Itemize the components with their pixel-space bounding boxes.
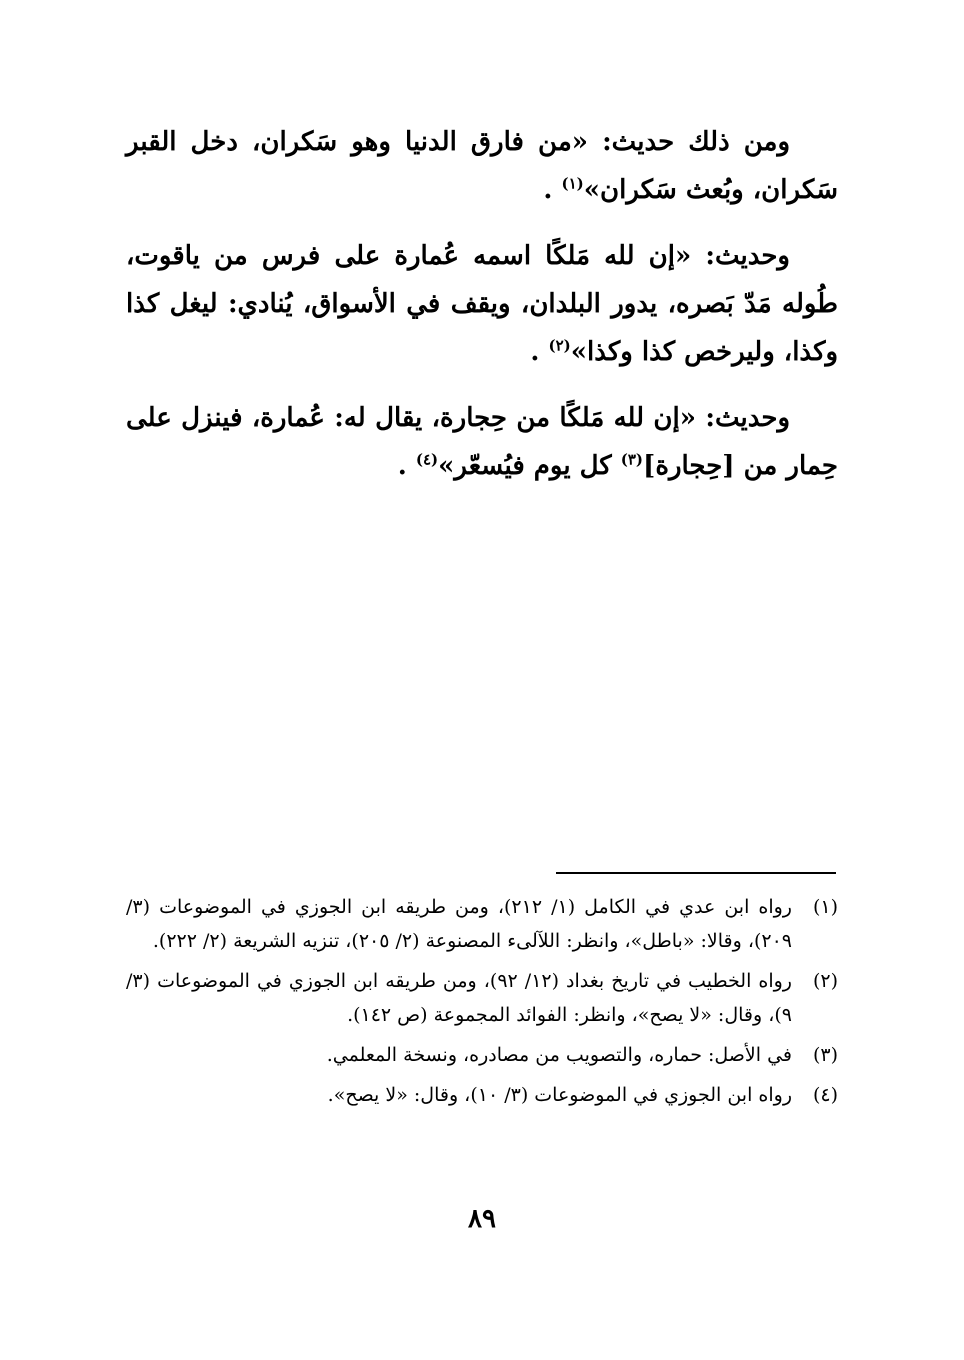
main-text <box>126 118 838 508</box>
footnote-ref-2: (٢) <box>548 336 571 355</box>
footnote-number: (١) <box>812 896 838 918</box>
footnote-3 <box>126 1038 838 1072</box>
footnote-divider <box>556 872 836 874</box>
footnote-number: (٣) <box>812 1044 838 1066</box>
footnote-text: في الأصل: حماره، والتصويب من مصادره، ونسخة المعلمي. <box>326 1044 792 1066</box>
footnote-4 <box>126 1078 838 1112</box>
footnote-text: رواه الخطيب في تاريخ بغداد (١٢/ ٩٢)، ومن طريقه ابن الجوزي في الموضوعات (٣/ ٩)، وقال: «لا يصح»، وانظر: الفوائد المجموعة (ص ١٤٢). <box>126 970 792 1026</box>
footnote-number: (٤) <box>812 1084 838 1106</box>
footnote-text: رواه ابن عدي في الكامل (١/ ٢١٢)، ومن طريقه ابن الجوزي في الموضوعات (٣/ ٢٠٩)، وقالا: «باطل»، وانظر: اللآلىء المصنوعة (٢/ ٢٠٥)، تنزيه الشريعة (٢/ ٢٢٢). <box>126 896 792 952</box>
hadith-paragraph-1: ومن ذلك حديث: «من فارق الدنيا وهو سَكران، دخل القبر سَكران، وبُعث سَكران»$^{(١)}$ . <box>126 127 838 205</box>
footnote-ref-1: (١) <box>561 174 584 193</box>
hadith-paragraph-3: وحديث: «إن لله مَلكًا من حِجارة، يقال له: عُمارة، فينزل على حِمار من [حِجارة]$^{(٣)}$ كل يوم فيُسعّر»$^{(٤)}$ . <box>126 403 838 481</box>
footnote-2 <box>126 964 838 1032</box>
footnote-number: (٢) <box>812 970 838 992</box>
footnotes <box>126 890 838 1118</box>
hadith-paragraph-2: وحديث: «إن لله مَلكًا اسمه عُمارة على فرس من ياقوت، طُوله مَدّ بَصره، يدور البلدان، ويقف في الأسواق، يُنادي: ليغل كذا وكذا، وليرخص كذا وكذا»$^{(٢)}$ . <box>126 241 838 367</box>
footnote-text: رواه ابن الجوزي في الموضوعات (٣/ ١٠)، وقال: «لا يصح». <box>327 1084 792 1106</box>
footnote-ref-4: (٤) <box>415 450 439 469</box>
footnote-1 <box>126 890 838 958</box>
page-number: ٨٩ <box>468 1204 496 1234</box>
footnote-ref-3: (٣) <box>620 450 644 469</box>
